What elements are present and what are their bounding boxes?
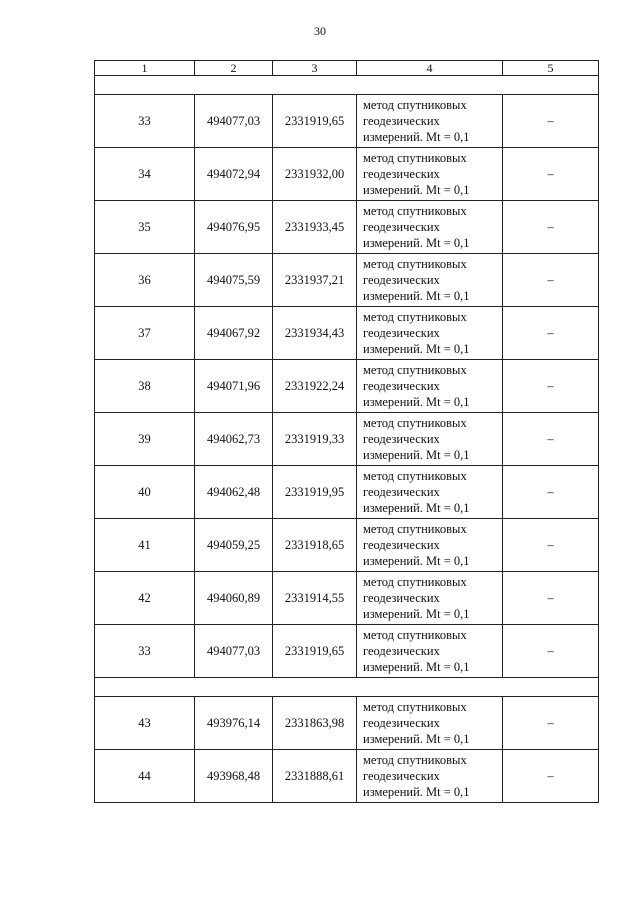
x-coordinate-cell: 494059,25 (195, 519, 273, 572)
method-line: измерений. Mt = 0,1 (363, 289, 470, 303)
method-line: измерений. Mt = 0,1 (363, 660, 470, 674)
note-cell (503, 254, 599, 307)
note-cell (503, 625, 599, 678)
method-cell (357, 466, 503, 519)
table-row (95, 95, 599, 148)
method-cell (357, 572, 503, 625)
table-row (95, 307, 599, 360)
note-dash: – (547, 219, 554, 234)
method-line: метод спутниковых (363, 700, 467, 714)
x-coordinate-cell: 493968,48 (195, 750, 273, 803)
group-separator-cell (95, 678, 599, 697)
method-line: геодезических (363, 167, 440, 181)
method-line: метод спутниковых (363, 98, 467, 112)
x-coordinate-cell: 494072,94 (195, 148, 273, 201)
x-coordinate-cell: 494067,92 (195, 307, 273, 360)
method-line: измерений. Mt = 0,1 (363, 785, 470, 799)
point-number-cell: 36 (95, 254, 195, 307)
method-line: измерений. Mt = 0,1 (363, 501, 470, 515)
table-row (95, 254, 599, 307)
x-coordinate-cell: 494077,03 (195, 95, 273, 148)
coordinates-table (94, 60, 599, 803)
method-cell (357, 750, 503, 803)
method-line: метод спутниковых (363, 151, 467, 165)
y-coordinate-cell: 2331888,61 (273, 750, 357, 803)
note-dash: – (547, 431, 554, 446)
method-line: геодезических (363, 769, 440, 783)
method-cell (357, 697, 503, 750)
method-line: метод спутниковых (363, 575, 467, 589)
note-dash: – (547, 272, 554, 287)
note-dash: – (547, 113, 554, 128)
method-line: геодезических (363, 432, 440, 446)
point-number-cell: 41 (95, 519, 195, 572)
method-cell (357, 148, 503, 201)
group-separator-cell (95, 76, 599, 95)
method-line: метод спутниковых (363, 522, 467, 536)
note-cell (503, 360, 599, 413)
table-row (95, 572, 599, 625)
note-cell (503, 95, 599, 148)
method-line: метод спутниковых (363, 363, 467, 377)
method-line: измерений. Mt = 0,1 (363, 130, 470, 144)
point-number-cell: 38 (95, 360, 195, 413)
x-coordinate-cell: 494076,95 (195, 201, 273, 254)
method-line: геодезических (363, 538, 440, 552)
table-body (95, 76, 599, 803)
method-cell (357, 201, 503, 254)
method-cell (357, 413, 503, 466)
method-line: метод спутниковых (363, 310, 467, 324)
table-row (95, 148, 599, 201)
point-number-cell: 44 (95, 750, 195, 803)
y-coordinate-cell: 2331918,65 (273, 519, 357, 572)
y-coordinate-cell: 2331919,33 (273, 413, 357, 466)
header-col-3: 3 (273, 61, 357, 76)
method-line: метод спутниковых (363, 204, 467, 218)
y-coordinate-cell: 2331914,55 (273, 572, 357, 625)
x-coordinate-cell: 494060,89 (195, 572, 273, 625)
note-cell (503, 201, 599, 254)
table-row (95, 697, 599, 750)
method-line: метод спутниковых (363, 416, 467, 430)
method-line: геодезических (363, 114, 440, 128)
note-cell (503, 697, 599, 750)
point-number-cell: 34 (95, 148, 195, 201)
header-col-5: 5 (503, 61, 599, 76)
group-separator-row (95, 76, 599, 95)
method-line: измерений. Mt = 0,1 (363, 183, 470, 197)
header-col-4: 4 (357, 61, 503, 76)
note-cell (503, 466, 599, 519)
method-line: измерений. Mt = 0,1 (363, 236, 470, 250)
note-dash: – (547, 325, 554, 340)
point-number-cell: 33 (95, 95, 195, 148)
y-coordinate-cell: 2331937,21 (273, 254, 357, 307)
method-line: метод спутниковых (363, 257, 467, 271)
note-dash: – (547, 166, 554, 181)
table-row (95, 625, 599, 678)
page-number: 30 (314, 24, 326, 38)
method-cell (357, 360, 503, 413)
note-dash: – (547, 484, 554, 499)
method-line: геодезических (363, 591, 440, 605)
point-number-cell: 37 (95, 307, 195, 360)
point-number-cell: 40 (95, 466, 195, 519)
y-coordinate-cell: 2331922,24 (273, 360, 357, 413)
method-line: геодезических (363, 716, 440, 730)
header-row (95, 61, 599, 76)
point-number-cell: 35 (95, 201, 195, 254)
method-line: измерений. Mt = 0,1 (363, 554, 470, 568)
y-coordinate-cell: 2331919,65 (273, 625, 357, 678)
note-dash: – (547, 768, 554, 783)
note-cell (503, 413, 599, 466)
method-line: геодезических (363, 326, 440, 340)
method-cell (357, 254, 503, 307)
note-dash: – (547, 590, 554, 605)
method-line: измерений. Mt = 0,1 (363, 607, 470, 621)
table-row (95, 201, 599, 254)
point-number-cell: 33 (95, 625, 195, 678)
table-header (95, 61, 599, 76)
y-coordinate-cell: 2331932,00 (273, 148, 357, 201)
method-line: измерений. Mt = 0,1 (363, 448, 470, 462)
method-line: геодезических (363, 220, 440, 234)
y-coordinate-cell: 2331919,65 (273, 95, 357, 148)
method-cell (357, 519, 503, 572)
y-coordinate-cell: 2331933,45 (273, 201, 357, 254)
point-number-cell: 39 (95, 413, 195, 466)
note-cell (503, 307, 599, 360)
note-cell (503, 572, 599, 625)
note-dash: – (547, 643, 554, 658)
method-line: геодезических (363, 379, 440, 393)
method-cell (357, 307, 503, 360)
note-cell (503, 519, 599, 572)
table-row (95, 413, 599, 466)
header-col-1: 1 (95, 61, 195, 76)
table-row (95, 519, 599, 572)
point-number-cell: 43 (95, 697, 195, 750)
note-dash: – (547, 715, 554, 730)
method-line: геодезических (363, 273, 440, 287)
table-row (95, 360, 599, 413)
method-cell (357, 95, 503, 148)
header-col-2: 2 (195, 61, 273, 76)
method-line: метод спутниковых (363, 753, 467, 767)
note-dash: – (547, 537, 554, 552)
x-coordinate-cell: 493976,14 (195, 697, 273, 750)
table-row (95, 750, 599, 803)
group-separator-row (95, 678, 599, 697)
method-line: измерений. Mt = 0,1 (363, 395, 470, 409)
method-line: геодезических (363, 644, 440, 658)
method-line: измерений. Mt = 0,1 (363, 732, 470, 746)
x-coordinate-cell: 494071,96 (195, 360, 273, 413)
y-coordinate-cell: 2331863,98 (273, 697, 357, 750)
method-cell (357, 625, 503, 678)
x-coordinate-cell: 494077,03 (195, 625, 273, 678)
y-coordinate-cell: 2331919,95 (273, 466, 357, 519)
x-coordinate-cell: 494062,73 (195, 413, 273, 466)
method-line: измерений. Mt = 0,1 (363, 342, 470, 356)
point-number-cell: 42 (95, 572, 195, 625)
method-line: геодезических (363, 485, 440, 499)
method-line: метод спутниковых (363, 628, 467, 642)
note-cell (503, 148, 599, 201)
y-coordinate-cell: 2331934,43 (273, 307, 357, 360)
x-coordinate-cell: 494075,59 (195, 254, 273, 307)
table-row (95, 466, 599, 519)
note-dash: – (547, 378, 554, 393)
note-cell (503, 750, 599, 803)
x-coordinate-cell: 494062,48 (195, 466, 273, 519)
method-line: метод спутниковых (363, 469, 467, 483)
